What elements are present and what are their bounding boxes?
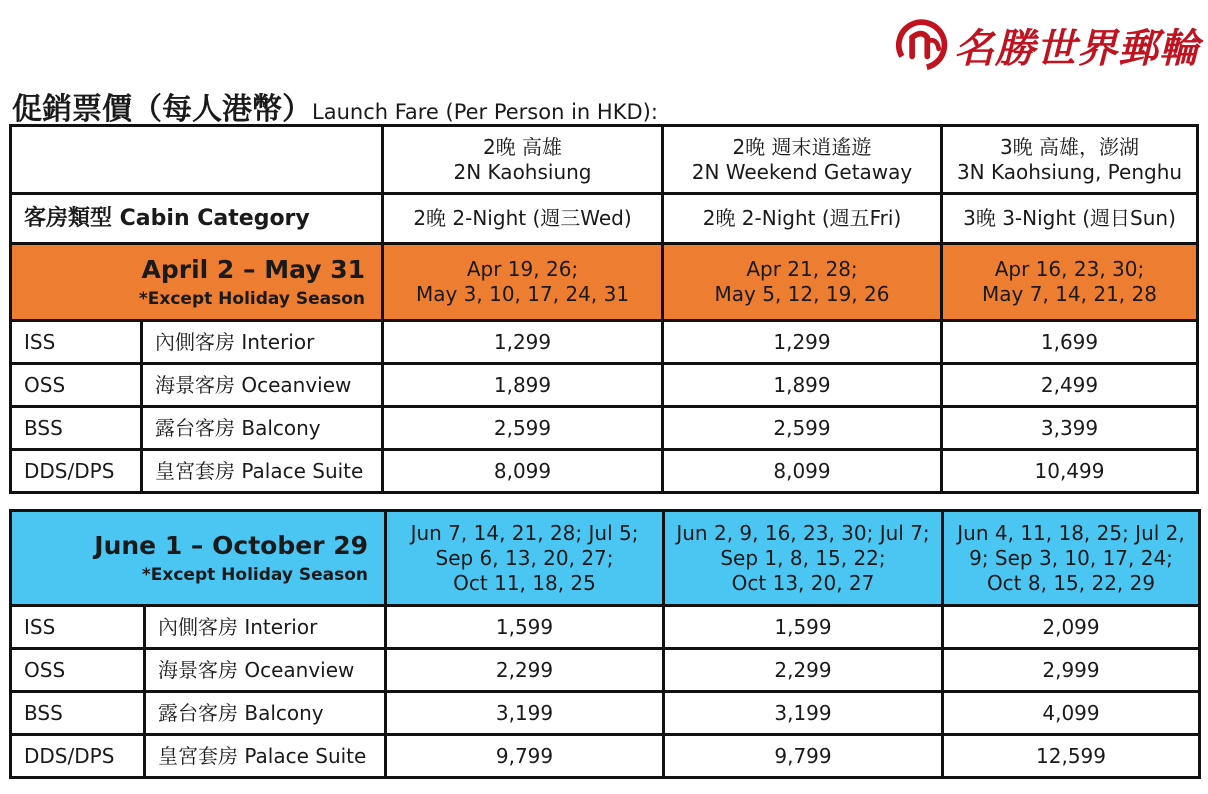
nights-label: 2晚 2-Night (週五Fri): [663, 194, 942, 244]
itinerary-en: 2N Kaohsiung: [453, 159, 592, 184]
page-title: [12, 84, 658, 128]
itinerary-header: [383, 126, 663, 194]
date-line: Oct 11, 18, 25: [453, 570, 596, 595]
itinerary-zh: 2晚 高雄: [482, 134, 563, 159]
cabin-name: 露台客房 Balcony: [145, 692, 386, 735]
nights-label: 3晚 3-Night (週日Sun): [942, 194, 1198, 244]
price-cell: 1,599: [664, 606, 943, 649]
price-cell: 9,799: [386, 735, 664, 778]
table-row: [11, 364, 1198, 407]
table-row: [11, 735, 1200, 778]
cabin-code: BSS: [11, 692, 145, 735]
date-line: Jun 2, 9, 16, 23, 30; Jul 7;: [676, 520, 930, 545]
period-note: *Except Holiday Season: [141, 565, 369, 585]
price-cell: 8,099: [383, 450, 663, 493]
price-cell: 1,299: [663, 321, 942, 364]
date-line: Sep 6, 13, 20, 27;: [435, 545, 614, 570]
period-row: [11, 244, 1198, 321]
table-row: [11, 692, 1200, 735]
price-cell: 1,899: [383, 364, 663, 407]
category-row: [11, 194, 1198, 244]
price-cell: 9,799: [664, 735, 943, 778]
sailing-dates: [386, 511, 664, 606]
price-cell: 3,199: [664, 692, 943, 735]
cabin-name: 露台客房 Balcony: [142, 407, 383, 450]
cabin-code: OSS: [11, 649, 145, 692]
page-title-zh: 促銷票價（每人港幣）: [12, 92, 312, 127]
sailing-dates: [383, 244, 663, 321]
cabin-name: 內側客房 Interior: [145, 606, 386, 649]
period-title: June 1 – October 29: [94, 531, 369, 560]
date-line: May 7, 14, 21, 28: [982, 282, 1157, 306]
itinerary-zh: 3晚 高雄，澎湖: [999, 134, 1140, 159]
cabin-name: 皇宮套房 Palace Suite: [142, 450, 383, 493]
itinerary-en: 3N Kaohsiung, Penghu: [956, 159, 1183, 184]
cruise-logo-icon: [895, 16, 952, 74]
header-blank-cell: [11, 126, 383, 194]
cabin-code: OSS: [11, 364, 142, 407]
brand-logo: [895, 14, 1200, 76]
date-line: Apr 21, 28;: [746, 257, 858, 281]
sailing-dates: [663, 244, 942, 321]
table-row: [11, 450, 1198, 493]
cabin-code: DDS/DPS: [11, 450, 142, 493]
price-cell: 2,599: [383, 407, 663, 450]
price-cell: 2,499: [942, 364, 1198, 407]
page-title-en: Launch Fare (Per Person in HKD):: [312, 100, 658, 124]
period-title: April 2 – May 31: [141, 255, 365, 284]
cabin-code: ISS: [11, 321, 142, 364]
sailing-dates: [943, 511, 1200, 606]
period-label: [11, 511, 386, 606]
period-note: *Except Holiday Season: [138, 289, 365, 309]
date-line: Apr 16, 23, 30;: [994, 257, 1145, 281]
itinerary-header: [942, 126, 1198, 194]
date-line: Sep 1, 8, 15, 22;: [720, 545, 886, 570]
cabin-code: DDS/DPS: [11, 735, 145, 778]
period-row: [11, 511, 1200, 606]
cabin-name: 海景客房 Oceanview: [142, 364, 383, 407]
cabin-code: ISS: [11, 606, 145, 649]
price-cell: 12,599: [943, 735, 1200, 778]
date-line: May 5, 12, 19, 26: [714, 282, 890, 306]
table-row: [11, 649, 1200, 692]
date-line: Apr 19, 26;: [466, 257, 579, 281]
sailing-dates: [942, 244, 1198, 321]
cabin-name: 皇宮套房 Palace Suite: [145, 735, 386, 778]
price-cell: 1,299: [383, 321, 663, 364]
date-line: May 3, 10, 17, 24, 31: [415, 282, 630, 306]
price-cell: 1,599: [386, 606, 664, 649]
itinerary-en: 2N Weekend Getaway: [691, 159, 913, 184]
price-cell: 2,299: [386, 649, 664, 692]
table-row: [11, 407, 1198, 450]
price-cell: 3,199: [386, 692, 664, 735]
price-cell: 2,299: [664, 649, 943, 692]
date-line: Oct 8, 15, 22, 29: [986, 570, 1156, 595]
cabin-name: 內側客房 Interior: [142, 321, 383, 364]
price-cell: 2,099: [943, 606, 1200, 649]
itinerary-header-row: [11, 126, 1198, 194]
fare-table-period-1: [9, 124, 1199, 494]
cabin-code: BSS: [11, 407, 142, 450]
table-row: [11, 606, 1200, 649]
price-cell: 4,099: [943, 692, 1200, 735]
table-row: [11, 321, 1198, 364]
fare-table-period-2: [9, 509, 1201, 779]
brand-logo-text: 名勝世界郵輪: [954, 24, 1200, 72]
cabin-name: 海景客房 Oceanview: [145, 649, 386, 692]
itinerary-header: [663, 126, 942, 194]
nights-label: 2晚 2-Night (週三Wed): [383, 194, 663, 244]
itinerary-zh: 2晚 週末逍遙遊: [732, 134, 872, 159]
cabin-category-label: 客房類型 Cabin Category: [11, 194, 383, 244]
period-label: [11, 244, 383, 321]
price-cell: 1,899: [663, 364, 942, 407]
price-cell: 2,999: [943, 649, 1200, 692]
date-line: 9; Sep 3, 10, 17, 24;: [969, 545, 1173, 570]
price-cell: 3,399: [942, 407, 1198, 450]
date-line: Jun 4, 11, 18, 25; Jul 2,: [957, 520, 1185, 545]
date-line: Jun 7, 14, 21, 28; Jul 5;: [410, 520, 639, 545]
sailing-dates: [664, 511, 943, 606]
price-cell: 10,499: [942, 450, 1198, 493]
date-line: Oct 13, 20, 27: [731, 570, 875, 595]
price-cell: 2,599: [663, 407, 942, 450]
price-cell: 8,099: [663, 450, 942, 493]
price-cell: 1,699: [942, 321, 1198, 364]
